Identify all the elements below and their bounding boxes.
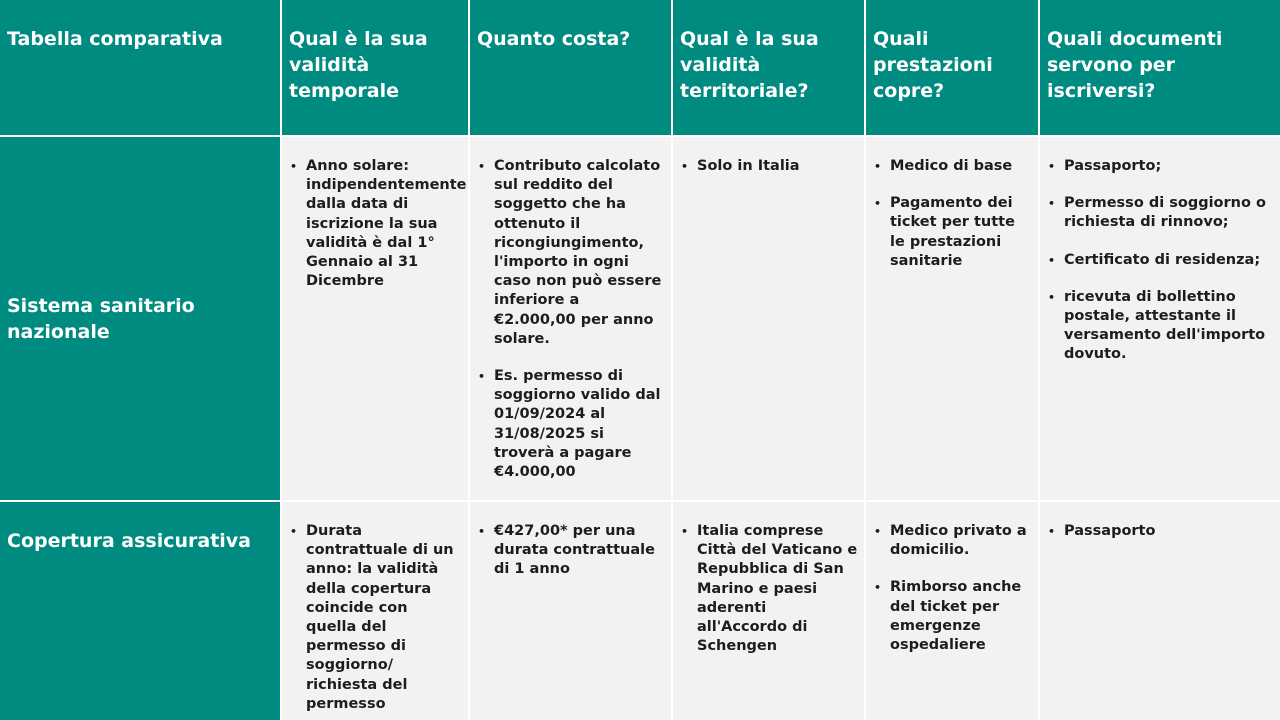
cell-ssn-prestazioni xyxy=(866,137,1038,500)
header-documenti: Quali documenti servono per iscriversi? xyxy=(1040,0,1280,135)
list-item: • ricevuta di bollettino postale, attestante il versamento dell'importo dovuto. xyxy=(1046,288,1275,365)
cell-ssn-documenti xyxy=(1040,137,1280,500)
list-item: • Medico privato a domicilio. xyxy=(872,522,1032,560)
list-item: • Medico di base xyxy=(872,157,1032,176)
cell-ssn-costo xyxy=(470,137,671,500)
list-item: • Italia comprese Città del Vaticano e Repubblica di San Marino e paesi aderenti all'Accordo di Schengen xyxy=(679,522,858,656)
cell-ass-costo xyxy=(470,502,671,720)
list-item: • Anno solare: indipendentemente dalla data di iscrizione la sua validità è dal 1° Gennaio al 31 Dicembre xyxy=(288,157,462,291)
row-label-assicurativa xyxy=(0,502,280,720)
cell-ass-validita-temporale xyxy=(282,502,468,720)
list-item: • Permesso di soggiorno o richiesta di rinnovo; xyxy=(1046,194,1275,232)
header-validita-territoriale: Qual è la sua validità territoriale? xyxy=(673,0,864,135)
list-item: • Pagamento dei ticket per tutte le prestazioni sanitarie xyxy=(872,194,1032,271)
list-item: • Solo in Italia xyxy=(679,157,858,176)
cell-ssn-validita-temporale xyxy=(282,137,468,500)
list-item: • Durata contrattuale di un anno: la validità della copertura coincide con quella del permesso di soggiorno/ richiesta del permesso xyxy=(288,522,462,714)
header-prestazioni: Quali prestazioni copre? xyxy=(866,0,1038,135)
header-title: Tabella comparativa xyxy=(0,0,280,135)
row-label-text: Sistema sanitario nazionale xyxy=(7,294,195,343)
header-validita-temporale: Qual è la sua validità temporale xyxy=(282,0,468,135)
row-label-ssn xyxy=(0,137,280,500)
cell-ass-prestazioni xyxy=(866,502,1038,720)
list-item: • Passaporto xyxy=(1046,522,1275,541)
cell-ass-validita-territoriale xyxy=(673,502,864,720)
list-item: • Rimborso anche del ticket per emergenze ospedaliere xyxy=(872,578,1032,655)
list-item: • €427,00* per una durata contrattuale di 1 anno xyxy=(476,522,665,580)
cell-ass-documenti xyxy=(1040,502,1280,720)
header-costo: Quanto costa? xyxy=(470,0,671,135)
row-label-text: Copertura assicurativa xyxy=(7,530,252,552)
list-item: • Es. permesso di soggiorno valido dal 01/09/2024 al 31/08/2025 si troverà a pagare €4.000,00 xyxy=(476,367,665,482)
list-item: • Passaporto; xyxy=(1046,157,1275,176)
list-item: • Contributo calcolato sul reddito del soggetto che ha ottenuto il ricongiungimento, l'importo in ogni caso non può essere inferiore a €2.000,00 per anno solare. xyxy=(476,157,665,349)
cell-ssn-validita-territoriale xyxy=(673,137,864,500)
list-item: • Certificato di residenza; xyxy=(1046,251,1275,270)
